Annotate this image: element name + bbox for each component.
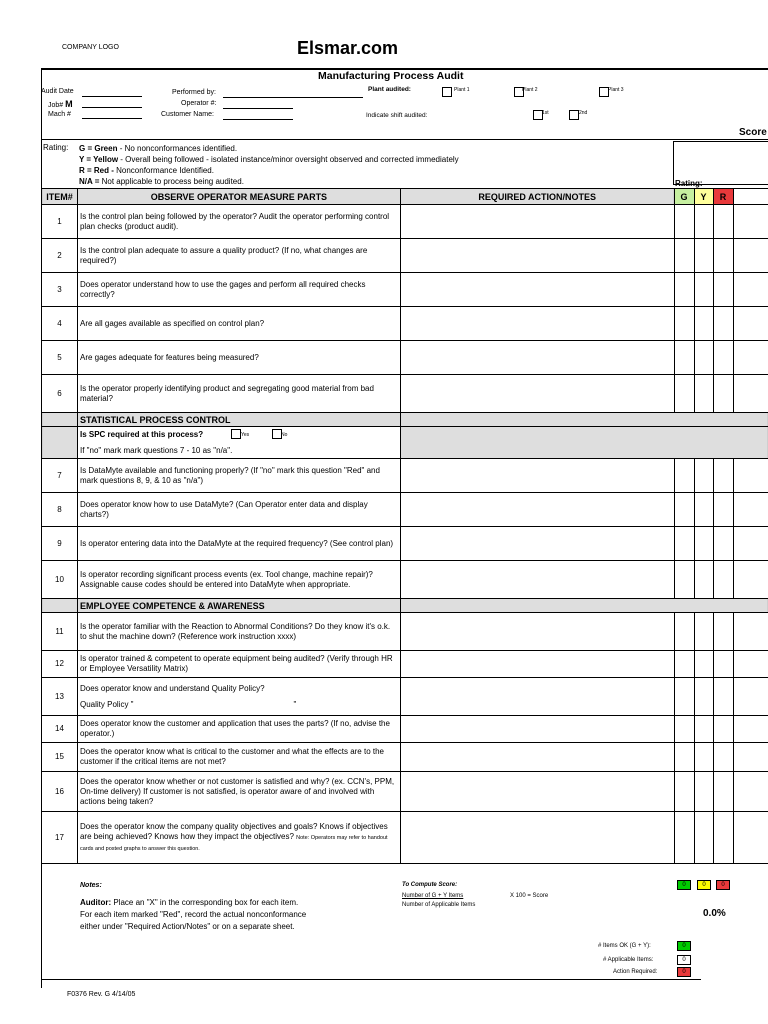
g-cell[interactable] [674,307,694,341]
item-number: 3 [42,273,78,307]
y-cell[interactable] [694,716,713,743]
mach-field[interactable] [82,118,142,119]
g-cell[interactable] [674,678,694,716]
r-cell[interactable] [713,812,733,864]
job-field[interactable] [82,107,142,108]
audit-table [41,188,768,864]
spc-question-row [42,427,768,459]
g-cell[interactable] [674,613,694,651]
item-number: 14 [42,716,78,743]
r-cell[interactable] [713,205,733,239]
operator-field[interactable] [223,108,293,109]
notes-cell[interactable] [400,561,674,599]
g-cell[interactable] [674,527,694,561]
item-question: Does operator know and understand Quality Policy? Quality Policy " " [77,678,400,716]
y-cell[interactable] [694,743,713,772]
g-cell[interactable] [674,772,694,812]
score-percent: 0.0% [703,908,726,919]
action-required-label: Action Required: [613,969,658,975]
plant2-label: Plant 2 [522,87,538,93]
item-question: Does operator know how to use DataMyte? (Can Operator enter data and display charts?) [77,493,400,527]
footer-divider [41,979,701,980]
y-cell[interactable] [694,527,713,561]
table-row [42,375,768,413]
col-g-header: G [674,189,694,205]
r-cell[interactable] [713,527,733,561]
item-question: Are all gages available as specified on control plan? [77,307,400,341]
job-label: Job# M [48,99,73,109]
site-title: Elsmar.com [297,38,399,58]
item-number: 7 [42,459,78,493]
y-cell[interactable] [694,205,713,239]
table-row [42,341,768,375]
notes-cell[interactable] [400,273,674,307]
notes-cell[interactable] [400,493,674,527]
g-cell[interactable] [674,205,694,239]
operator-label: Operator #: [181,100,217,107]
rating-green: G = Green - No nonconformances identified. [79,144,238,153]
performed-by-field[interactable] [223,97,363,98]
col-y-header: Y [694,189,713,205]
r-cell[interactable] [713,273,733,307]
y-cell[interactable] [694,493,713,527]
table-row [42,493,768,527]
notes-cell[interactable] [400,239,674,273]
item-number: 4 [42,307,78,341]
notes-cell[interactable] [400,341,674,375]
item-question: Is operator recording significant process events (ex. Tool change, machine repair)? Assignable cause codes should be entered into DataMyte when appropriate. [77,561,400,599]
formula-rest: X 100 = Score [510,893,549,899]
plant1-label: Plant 1 [454,87,470,93]
item-number: 16 [42,772,78,812]
g-cell[interactable] [674,341,694,375]
r-cell[interactable] [713,651,733,678]
shift2-label: 2nd [579,110,588,116]
g-cell[interactable] [674,239,694,273]
item-number: 10 [42,561,78,599]
table-row [42,678,768,716]
plant1-checkbox[interactable] [442,87,452,97]
notes-cell[interactable] [400,651,674,678]
table-row [42,613,768,651]
y-cell[interactable] [694,307,713,341]
r-cell[interactable] [713,772,733,812]
r-cell[interactable] [713,307,733,341]
g-cell[interactable] [674,375,694,413]
table-row [42,812,768,864]
notes-label: Notes: [80,882,102,889]
y-cell[interactable] [694,651,713,678]
item-question: Is the operator properly identifying product and segregating good material from bad material? [77,375,400,413]
r-cell[interactable] [713,341,733,375]
g-cell[interactable] [674,273,694,307]
item-number: 9 [42,527,78,561]
item-question: Is the control plan adequate to assure a quality product? (If no, what changes are required?) [77,239,400,273]
spc-note: If "no" mark mark questions 7 - 10 as "n/a". [79,445,233,455]
employee-section-header: EMPLOYEE COMPETENCE & AWARENESS [77,599,400,613]
items-ok-label: # Items OK (G + Y): [598,943,651,949]
shift-label: Indicate shift audited: [366,112,428,119]
y-cell[interactable] [694,239,713,273]
item-number: 8 [42,493,78,527]
g-count: 0 [677,880,691,890]
item-number: 17 [42,812,78,864]
item-number: 5 [42,341,78,375]
r-count: 0 [716,880,730,890]
audit-date-label: Audit Date [41,88,74,95]
customer-field[interactable] [223,119,293,120]
g-cell[interactable] [674,561,694,599]
notes-cell[interactable] [400,613,674,651]
table-row [42,459,768,493]
applicable-label: # Applicable Items: [603,957,654,963]
applicable-value: 0 [677,955,691,965]
audit-date-field[interactable] [82,96,142,97]
items-ok-value: 0 [677,941,691,951]
r-cell[interactable] [713,239,733,273]
item-question: Are gages adequate for features being measured? [77,341,400,375]
notes-cell[interactable] [400,459,674,493]
mach-label: Mach # [48,111,71,118]
r-cell[interactable] [713,743,733,772]
table-row [42,239,768,273]
company-logo: COMPANY LOGO [62,44,119,51]
item-number: 12 [42,651,78,678]
compute-score-label: To Compute Score: [402,882,458,888]
notes-cell[interactable] [400,678,674,716]
rating-legend [41,139,768,188]
item-number: 2 [42,239,78,273]
y-cell[interactable] [694,561,713,599]
g-cell[interactable] [674,651,694,678]
item-question: Is operator entering data into the DataMyte at the required frequency? (See control plan) [77,527,400,561]
rating-na: N/A = Not applicable to process being audited. [79,177,244,186]
action-required-value: 0 [677,967,691,977]
item-question: Does the operator know whether or not customer is satisfied and why? (ex. CCN's, PPM, On-time delivery) If customer is not satisfied, is operator aware of and involved with actions being taken? [77,772,400,812]
notes-cell[interactable] [400,205,674,239]
performed-by-label: Performed by: [172,89,216,96]
spc-question: Is SPC required at this process? [79,429,204,439]
notes-cell[interactable] [400,527,674,561]
table-row [42,527,768,561]
item-question: Does operator understand how to use the gages and perform all required checks correctly? [77,273,400,307]
y-cell[interactable] [694,341,713,375]
notes-cell[interactable] [400,307,674,341]
rating-yellow: Y = Yellow - Overall being followed - isolated instance/minor oversight observed and corrected immediately [79,155,459,164]
col-blank-header [733,189,768,205]
table-row [42,743,768,772]
col-item-header: ITEM# [42,189,78,205]
col-r-header: R [713,189,733,205]
score-label: Score [739,127,767,138]
spc-yes-label: Yes [240,432,250,438]
item-number: 1 [42,205,78,239]
shift2-checkbox[interactable] [569,110,579,120]
item-question: Does operator know the customer and application that uses the parts? (If no, advise the operator.) [77,716,400,743]
form-code: F0376 Rev. G 4/14/05 [67,991,136,998]
plant-audited-label: Plant audited: [368,86,411,93]
formula-numerator: Number of G + Y Items [402,893,464,899]
table-row [42,716,768,743]
customer-label: Customer Name: [161,111,214,118]
spc-yes-checkbox[interactable] [231,429,241,439]
y-cell[interactable] [694,678,713,716]
item-number: 13 [42,678,78,716]
form-title: Manufacturing Process Audit [318,70,464,82]
r-cell[interactable] [713,716,733,743]
col-parts-header: OBSERVE OPERATOR MEASURE PARTS [77,189,400,205]
notes-cell[interactable] [400,743,674,772]
notes-cell[interactable] [400,716,674,743]
rating-legend-label: Rating: [43,143,69,152]
item-number: 6 [42,375,78,413]
item-question: Is operator trained & competent to operate equipment being audited? (Verify through HR or Employee Versatility Matrix) [77,651,400,678]
formula-denominator: Number of Applicable Items [402,902,476,908]
col-notes-header: REQUIRED ACTION/NOTES [400,189,674,205]
y-cell[interactable] [694,273,713,307]
auditor-instructions: Auditor: Place an "X" in the corresponding box for each item. [80,898,299,907]
auditor-instruction-3: either under "Required Action/Notes" or on a separate sheet. [80,922,295,931]
y-cell[interactable] [694,812,713,864]
notes-cell[interactable] [400,812,674,864]
r-cell[interactable] [713,678,733,716]
auditor-instruction-2: For each item marked "Red", record the actual nonconformance [80,910,307,919]
item-question: Is the control plan being followed by the operator? Audit the operator performing control plan checks (product audit). [77,205,400,239]
y-cell[interactable] [694,772,713,812]
rating-column-label: Rating: [675,179,703,188]
table-row [42,651,768,678]
notes-cell[interactable] [400,375,674,413]
spc-no-label: No [280,432,288,438]
item-question: Does the operator know the company quality objectives and goals? Knows if objectives are being achieved? Knows how they impact the objectives? Note: Operators may refer to handout cards and posted graphs to answer this question. [77,812,400,864]
r-cell[interactable] [713,459,733,493]
spc-section-header: STATISTICAL PROCESS CONTROL [77,413,400,427]
g-cell[interactable] [674,459,694,493]
table-row [42,307,768,341]
y-cell[interactable] [694,375,713,413]
shift1-label: 1st [542,110,549,116]
g-cell[interactable] [674,716,694,743]
y-count: 0 [697,880,711,890]
g-cell[interactable] [674,743,694,772]
table-row [42,273,768,307]
item-question: Does the operator know what is critical to the customer and what the effects are to the customer if the critical items are not met? [77,743,400,772]
item-number: 11 [42,613,78,651]
section-row [42,599,768,613]
g-cell[interactable] [674,812,694,864]
g-cell[interactable] [674,493,694,527]
rating-red: R = Red - Nonconformance Identified. [79,166,214,175]
table-row [42,561,768,599]
item-question: Is the operator familiar with the Reaction to Abnormal Conditions? Do they know it's o.k. to shut the machine down? (Reference work instruction xxxx) [77,613,400,651]
y-cell[interactable] [694,613,713,651]
r-cell[interactable] [713,375,733,413]
table-row [42,772,768,812]
notes-cell[interactable] [400,772,674,812]
section-row [42,413,768,427]
table-row [42,205,768,239]
r-cell[interactable] [713,613,733,651]
item-number: 15 [42,743,78,772]
item-question: Is DataMyte available and functioning properly? (If "no" mark this question "Red" and mark questions 8, 9, & 10 as "n/a") [77,459,400,493]
rating-score-box [673,141,768,185]
plant3-label: Plant 3 [608,87,624,93]
r-cell[interactable] [713,493,733,527]
y-cell[interactable] [694,459,713,493]
r-cell[interactable] [713,561,733,599]
